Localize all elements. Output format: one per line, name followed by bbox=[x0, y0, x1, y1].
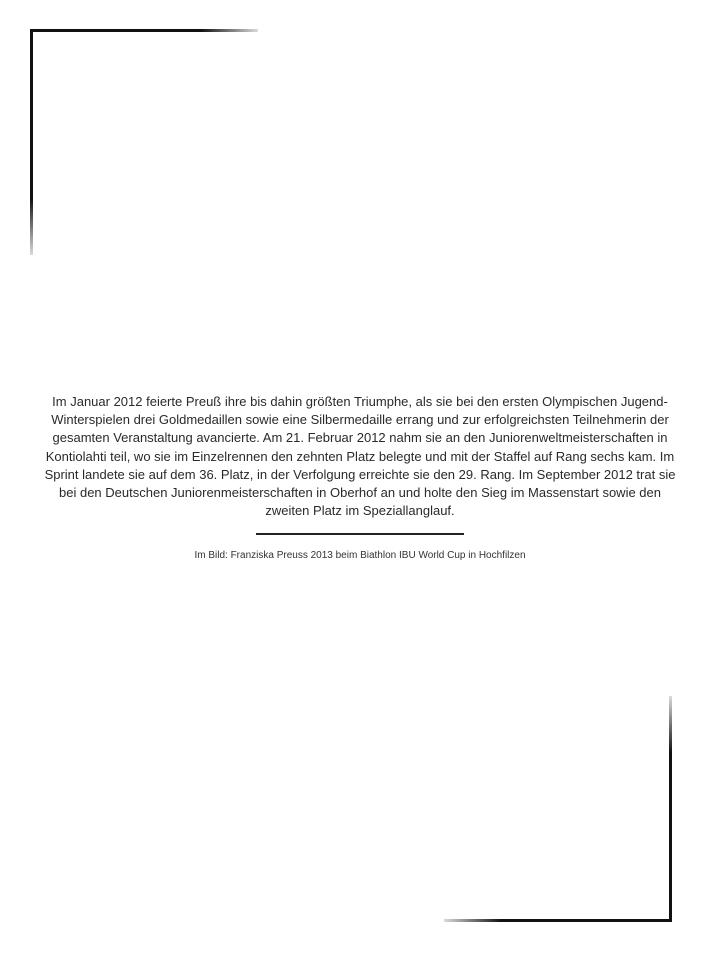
article-content bbox=[40, 393, 680, 563]
article-paragraph: Im Januar 2012 feierte Preuß ihre bis dahin größten Triumphe, als sie bei den ersten Olympischen Jugend-Winterspielen drei Goldmedaillen sowie eine Silbermedaille errang und zur erfolgreichsten Teilnehmerin der gesamten Veranstaltung avancierte. Am 21. Februar 2012 nahm sie an den Juniorenweltmeisterschaften in Kontiolahti teil, wo sie im Einzelrennen den zehnten Platz belegte und mit der Staffel auf Rang sechs kam. Im Sprint landete sie auf dem 36. Platz, in der Verfolgung erreichte sie den 29. Rang. Im September 2012 trat sie bei den Deutschen Juniorenmeisterschaften in Oberhof an und holte den Sieg im Massenstart sowie den zweiten Platz im Speziallanglauf. bbox=[44, 394, 676, 519]
frame-corner-top-left-vertical bbox=[30, 29, 33, 255]
image-caption: Im Bild: Franziska Preuss 2013 beim Biathlon IBU World Cup in Hochfilzen bbox=[194, 550, 526, 562]
frame-corner-top-left-horizontal bbox=[30, 29, 258, 32]
frame-corner-bottom-right-vertical bbox=[669, 696, 672, 922]
frame-corner-bottom-right-horizontal bbox=[444, 919, 672, 922]
caption-divider bbox=[256, 533, 464, 535]
